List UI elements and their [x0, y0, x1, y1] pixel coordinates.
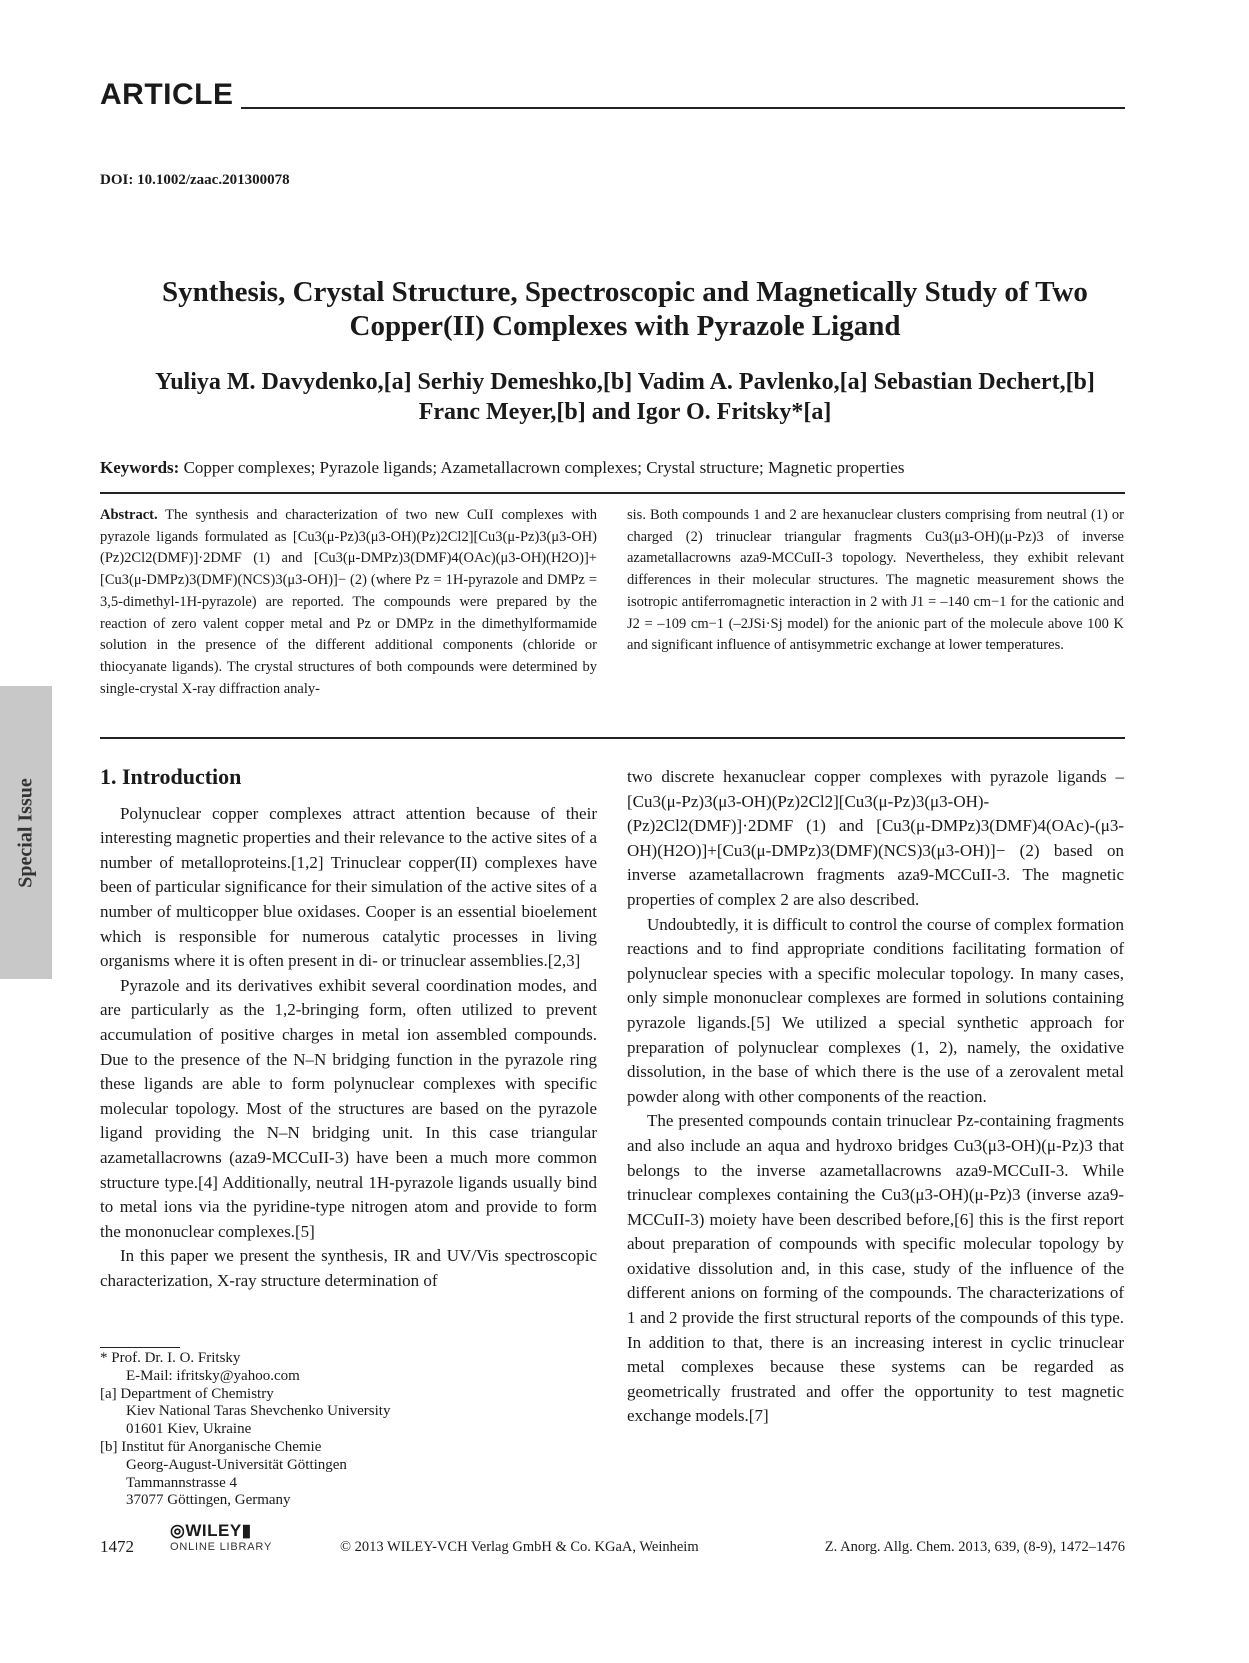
footnote-line: 37077 Göttingen, Germany [126, 1492, 291, 1509]
abstract-left-column [100, 505, 597, 700]
paragraph: two discrete hexanuclear copper complexes with pyrazole ligands – [Cu3(μ-Pz)3(μ3-OH)(Pz)2Cl2][Cu3(μ-Pz)3(μ3-OH)-(Pz)2Cl2(DMF)]·2DMF (1) and [Cu3(μ-DMPz)3(DMF)4(OAc)-(μ3-OH)(H2O)]+[Cu3(μ-DMPz)3(DMF)(NCS)3(μ3-OH)]− (2) based on inverse azametallacrown fragments aza9-MCCuII-3. The magnetic properties of complex 2 are also described. [627, 767, 1124, 909]
authors-line-2: Franc Meyer,[b] and Igor O. Fritsky*[a] [418, 399, 832, 425]
author-list [80, 367, 1170, 427]
abstract-text-left: The synthesis and characterization of two new CuII complexes with pyrazole ligands formulated as [Cu3(μ-Pz)3(μ3-OH)(Pz)2Cl2][Cu3(μ-Pz)3(μ3-OH)(Pz)2Cl2(DMF)]·2DMF (1) and [Cu3(μ-DMPz)3(DMF)4(OAc)(μ3-OH)(H2O)]+[Cu3(μ-DMPz)3(DMF)(NCS)3(μ3-OH)]− (2) (where Pz = 1H-pyrazole and DMPz = 3,5-dimethyl-1H-pyrazole) are reported. The compounds were prepared by the reaction of zero valent copper metal and Pz or DMPz in the dimethylformamide solution in the presence of the different additional components (chloride or thiocyanate ligands). The crystal structures of both compounds were determined by single-crystal X-ray diffraction analy- [100, 507, 597, 697]
abstract-rule [100, 737, 1125, 739]
keywords-text: Copper complexes; Pyrazole ligands; Azametallacrown complexes; Crystal structure; Magnetic properties [183, 458, 905, 477]
authors-line-1: Yuliya M. Davydenko,[a] Serhiy Demeshko,[b] Vadim A. Pavlenko,[a] Sebastian Dechert,[b] [155, 369, 1095, 395]
footnote-line: Kiev National Taras Shevchenko University [126, 1403, 391, 1420]
book-icon: ▮ [241, 1521, 252, 1540]
title-line-1: Synthesis, Crystal Structure, Spectroscopic and Magnetically Study of Two [162, 276, 1088, 308]
footnote-line: Georg-August-Universität Göttingen [126, 1456, 347, 1473]
keywords-label: Keywords: [100, 458, 180, 477]
special-issue-tab [0, 686, 52, 979]
body-left-column [100, 765, 597, 1293]
paragraph: The presented compounds contain trinuclear Pz-containing fragments and also include an aqua and hydroxo bridges Cu3(μ3-OH)(μ-Pz)3 that belongs to the inverse azametallacrowns aza9-MCCuII-3. While trinuclear complexes containing the Cu3(μ3-OH)(μ-Pz)3 (inverse aza9-MCCuII-3) moiety have been described before,[6] this is the first report about preparation of compounds with specific molecular topology by oxidative dissolution and, in this case, study of the influence of the different anions on forming of the compounds. The characterizations of 1 and 2 provide the first structural reports of the compounds of this type. In addition to that, there is an increasing interest in cyclic trinuclear metal complexes because these systems can be regarded as geometrically frustrated and offer the opportunity to test magnetic exchange models.[7] [627, 1111, 1124, 1426]
special-issue-label: Special Issue [14, 777, 37, 888]
abstract-text-right: sis. Both compounds 1 and 2 are hexanuclear clusters comprising from neutral (1) or charged (2) trinuclear triangular fragments Cu3(μ3-OH)(μ-Pz)3 of inverse azametallacrowns aza9-MCCuII-3 topology. Nevertheless, they exhibit relevant differences in their molecular structures. The magnetic measurement shows the isotropic antiferromagnetic interaction in 2 with J1 = –140 cm−1 for the cationic and J2 = –109 cm−1 (–2JSi·Sj model) for the anionic part of the molecule above 100 K and significant influence of antisymmetric exchange at lower temperatures. [627, 507, 1124, 654]
page-number: 1472 [100, 1537, 134, 1556]
footnote-line: [a] Department of Chemistry [100, 1385, 274, 1402]
footnote-line: 01601 Kiev, Ukraine [126, 1421, 252, 1438]
paragraph: Pyrazole and its derivatives exhibit several coordination modes, and are particularly as the 1,2-bringing form, often utilized to prevent accumulation of positive charges in metal ion assembled compounds. Due to the presence of the N–N bridging function in the pyrazole ring these ligands are able to form polynuclear complexes with specific molecular topology. Most of the structures are based on the pyrazole ligand providing the N–N bridging unit. In this case triangular azametallacrowns (aza9-MCCuII-3) have been a much more common structure type.[4] Additionally, neutral 1H-pyrazole ligands usually bind to metal ions via the pyridine-type nitrogen atom and provide to form the mononuclear complexes.[5] [100, 975, 597, 1241]
paragraph: Undoubtedly, it is difficult to control the course of complex formation reactions and to find appropriate conditions facilitating formation of polynuclear species with a specific molecular topology. In many cases, only simple mononuclear complexes are formed in solutions containing pyrazole ligands.[5] We utilized a special synthetic approach for preparation of polynuclear complexes (1, 2), namely, the oxidative dissolution, in the base of which there is the use of a zerovalent metal powder along with other components of the reaction. [627, 914, 1124, 1106]
footnote-line: [b] Institut für Anorganische Chemie [100, 1438, 322, 1455]
journal-citation: Z. Anorg. Allg. Chem. 2013, 639, (8-9), 1472–1476 [824, 1539, 1125, 1555]
footnote-line: * Prof. Dr. I. O. Fritsky [100, 1350, 241, 1366]
paragraph: In this paper we present the synthesis, IR and UV/Vis spectroscopic characterization, X-ray structure determination of [100, 1246, 597, 1290]
article-title [80, 275, 1170, 343]
header-rule [241, 107, 1125, 109]
section-label: ARTICLE [100, 78, 234, 111]
abstract-right-column [627, 505, 1124, 657]
wiley-logo-subtitle: ONLINE LIBRARY [170, 1541, 273, 1553]
footnotes [100, 1350, 390, 1510]
keywords-rule [100, 492, 1125, 494]
wiley-logo-mark: ◎WILEY▮ [170, 1521, 252, 1540]
copyright-notice: © 2013 WILEY-VCH Verlag GmbH & Co. KGaA, Weinheim [340, 1539, 699, 1555]
doi-text: DOI: 10.1002/zaac.201300078 [100, 172, 290, 188]
wiley-seal-icon: ◎ [170, 1521, 186, 1540]
keywords [100, 458, 1125, 478]
title-line-2: Copper(II) Complexes with Pyrazole Ligand [349, 310, 901, 342]
paragraph: Polynuclear copper complexes attract attention because of their interesting magnetic properties and their relevance to the active sites of a number of metalloproteins.[1,2] Trinuclear copper(II) complexes have been of particular significance for their simulation of the active sites of a number of multicopper blue oxidases. Cooper is an essential bioelement which is responsible for numerous catalytic processes in living organisms where it is often present in di- or trinuclear assemblies.[2,3] [100, 803, 597, 971]
wiley-logo [170, 1521, 272, 1553]
footnote-line: Tammannstrasse 4 [126, 1474, 238, 1491]
footnote-line: E-Mail: ifritsky@yahoo.com [126, 1367, 300, 1384]
body-right-column [627, 765, 1124, 1429]
abstract-label: Abstract. [100, 507, 158, 523]
footnote-rule [100, 1347, 180, 1348]
section-heading: 1. Introduction [100, 764, 242, 789]
